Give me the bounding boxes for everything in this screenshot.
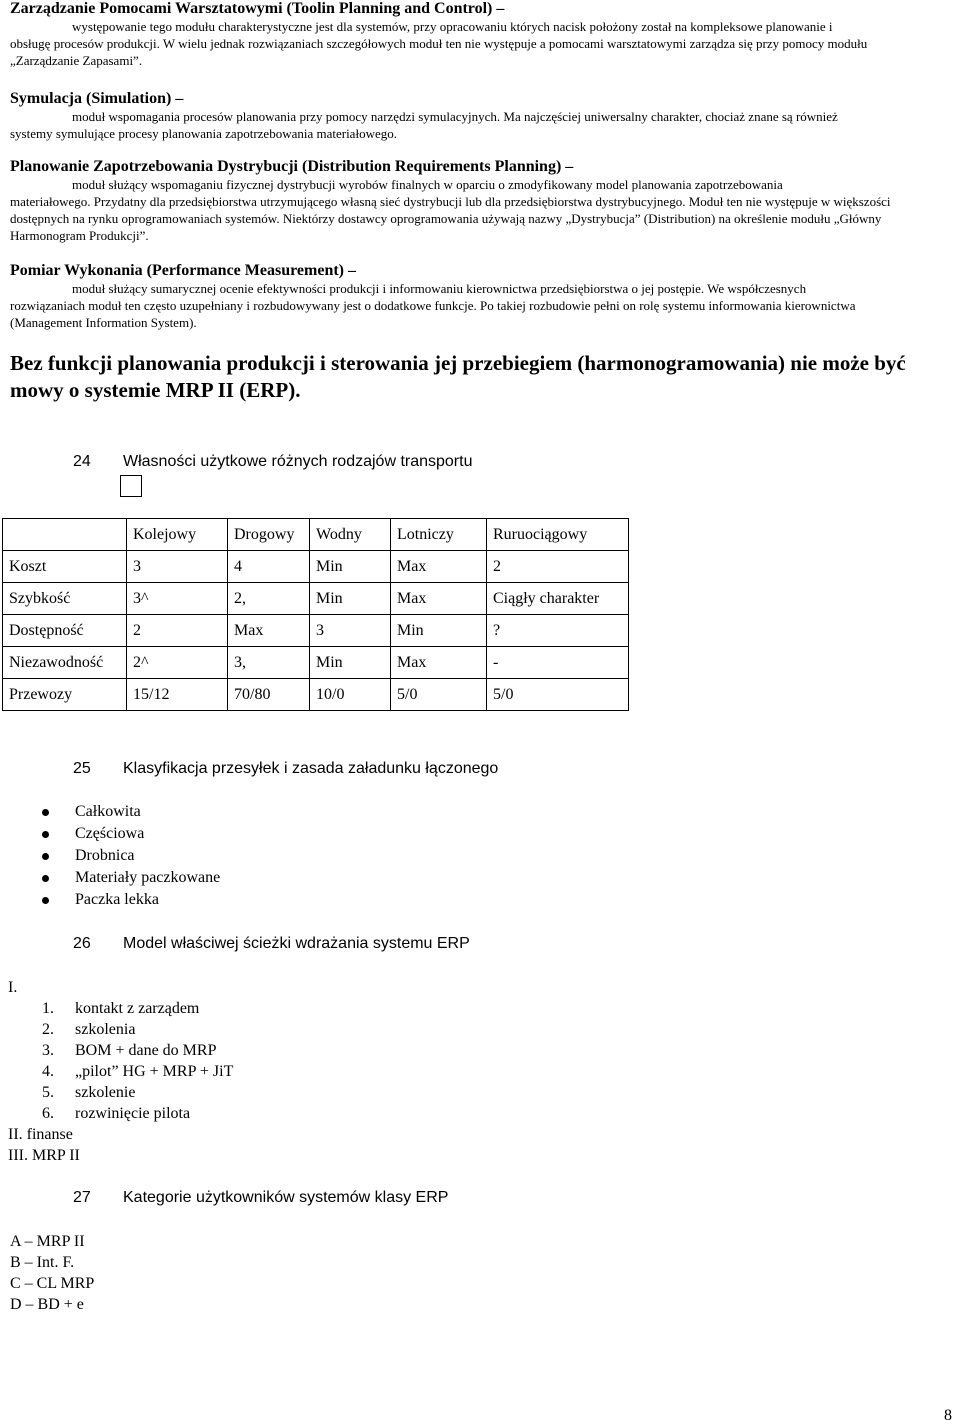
- list-item: C – CL MRP: [10, 1275, 95, 1292]
- section-performance: [10, 262, 930, 331]
- table-cell: 3: [310, 615, 391, 647]
- table-cell: 10/0: [310, 679, 391, 711]
- section-first-line: moduł służący wspomaganiu fizycznej dystrybucji wyrobów finalnych w oparciu o zmodyfikowany model planowania zapotrzebowania: [72, 177, 783, 192]
- list-item-text: Paczka lekka: [75, 891, 159, 908]
- user-categories: [10, 1231, 94, 1315]
- section-body: systemy symulujące procesy planowania zapotrzebowania materiałowego.: [10, 126, 397, 141]
- table-header-row: [3, 519, 629, 551]
- table-cell: 2: [487, 551, 629, 583]
- transport-table: [2, 518, 629, 711]
- checkbox-icon: [120, 475, 142, 497]
- implementation-steps: [0, 998, 400, 1124]
- step-text: rozwinięcie pilota: [75, 1105, 191, 1122]
- question-number: 24: [73, 453, 91, 470]
- step-number: 1.: [42, 1000, 54, 1017]
- bullet-icon: [42, 809, 49, 816]
- section-simulation: [10, 90, 930, 142]
- table-row: [3, 551, 629, 583]
- list-item: [0, 823, 400, 845]
- section-body: obsługę procesów produkcji. W wielu jednak rozwiązaniach szczegółowych moduł ten nie występuje a pomocami warsztatowymi zarządza się przy pomocy modułu „Zarządzanie Zapasami”.: [10, 36, 868, 68]
- step-text: kontakt z zarządem: [75, 1000, 200, 1017]
- bullet-icon: [42, 853, 49, 860]
- step-number: 2.: [42, 1021, 54, 1038]
- list-item-text: Drobnica: [75, 847, 135, 864]
- table-cell: 5/0: [391, 679, 487, 711]
- table-header-cell: Kolejowy: [127, 519, 228, 551]
- phase-two-label: II. finanse: [8, 1126, 73, 1143]
- table-row: [3, 679, 629, 711]
- table-cell: Niezawodność: [3, 647, 127, 679]
- step-number: 4.: [42, 1063, 54, 1080]
- page-number: 8: [944, 1407, 952, 1424]
- list-item: D – BD + e: [10, 1296, 84, 1313]
- question-27-heading: [73, 1189, 448, 1207]
- question-title: Własności użytkowe różnych rodzajów transportu: [123, 453, 473, 470]
- table-cell: ?: [487, 615, 629, 647]
- table-cell: Szybkość: [3, 583, 127, 615]
- table-header-cell: [3, 519, 127, 551]
- table-cell: Min: [310, 647, 391, 679]
- table-cell: Max: [391, 551, 487, 583]
- question-title: Kategorie użytkowników systemów klasy ERP: [123, 1189, 449, 1206]
- step-number: 5.: [42, 1084, 54, 1101]
- table-header-cell: Lotniczy: [391, 519, 487, 551]
- table-cell: Max: [228, 615, 310, 647]
- section-drp: [10, 158, 930, 244]
- table-cell: 3,: [228, 647, 310, 679]
- list-item: [0, 1061, 400, 1082]
- step-number: 3.: [42, 1042, 54, 1059]
- table-cell: 2: [127, 615, 228, 647]
- table-cell: 3: [127, 551, 228, 583]
- table-row: [3, 615, 629, 647]
- section-first-line: moduł wspomagania procesów planowania przy pomocy narzędzi symulacyjnych. Ma najczęściej uniwersalny charakter, chociaż znane są również: [72, 109, 838, 124]
- table-cell: Max: [391, 583, 487, 615]
- question-title: Model właściwej ścieżki wdrażania systemu ERP: [123, 935, 470, 952]
- table-cell: 5/0: [487, 679, 629, 711]
- section-body: materiałowego. Przydatny dla przedsiębiorstwa utrzymującego własną sieć dystrybucji lub dla przedsiębiorstwa dystrybucyjnego. Moduł ten nie występuje w większości dostępnych na rynku oprogramowaniach systemów. Niektórzy dostawcy oprogramowania używają nazwy „Dystrybucja” (Distribution) na określenie modułu „Główny Harmonogram Produkcji”.: [10, 194, 891, 243]
- question-title: Klasyfikacja przesyłek i zasada załadunku łączonego: [123, 760, 499, 777]
- list-item: [0, 801, 400, 823]
- list-item-text: Materiały paczkowane: [75, 869, 221, 886]
- table-cell: Min: [310, 551, 391, 583]
- table-cell: Max: [391, 647, 487, 679]
- table-header-cell: Wodny: [310, 519, 391, 551]
- table-cell: 3^: [127, 583, 228, 615]
- section-first-line: występowanie tego modułu charakterystyczne jest dla systemów, przy opracowaniu których nacisk położony został na kompleksowe planowanie i: [72, 19, 833, 34]
- table-cell: Ciągły charakter: [487, 583, 629, 615]
- list-item: [0, 1040, 400, 1061]
- list-item: [0, 845, 400, 867]
- table-cell: 2^: [127, 647, 228, 679]
- key-statement: Bez funkcji planowania produkcji i sterowania jej przebiegiem (harmonogramowania) nie może być mowy o systemie MRP II (ERP).: [10, 351, 906, 402]
- step-text: szkolenia: [75, 1021, 136, 1038]
- table-row: [3, 583, 629, 615]
- table-cell: Dostępność: [3, 615, 127, 647]
- phase-one-label: I.: [8, 979, 18, 996]
- table-row: [3, 647, 629, 679]
- question-number: 27: [73, 1189, 91, 1206]
- table-cell: 4: [228, 551, 310, 583]
- question-number: 25: [73, 760, 91, 777]
- table-cell: 15/12: [127, 679, 228, 711]
- list-item: B – Int. F.: [10, 1254, 75, 1271]
- list-item: A – MRP II: [10, 1233, 85, 1250]
- section-first-line: moduł służący sumarycznej ocenie efektywności produkcji i informowaniu kierownictwa przedsiębiorstwa o jej postępie. We współczesnych: [72, 281, 807, 296]
- question-number: 26: [73, 935, 91, 952]
- question-25-heading: [73, 760, 498, 778]
- table-cell: Min: [310, 583, 391, 615]
- table-header-cell: Ruruociągowy: [487, 519, 629, 551]
- list-item-text: Częściowa: [75, 825, 145, 842]
- shipment-class-list: [0, 801, 400, 911]
- question-24-heading: [73, 453, 472, 471]
- bullet-icon: [42, 897, 49, 904]
- list-item: [0, 1103, 400, 1124]
- table-cell: 70/80: [228, 679, 310, 711]
- question-26-heading: [73, 935, 470, 953]
- section-title: Pomiar Wykonania (Performance Measurement) –: [10, 262, 357, 279]
- phase-three-label: III. MRP II: [8, 1147, 80, 1164]
- section-tooling: [10, 0, 930, 69]
- step-text: BOM + dane do MRP: [75, 1042, 217, 1059]
- table-cell: -: [487, 647, 629, 679]
- bullet-icon: [42, 831, 49, 838]
- list-item: [0, 1019, 400, 1040]
- list-item: [0, 889, 400, 911]
- list-item-text: Całkowita: [75, 803, 141, 820]
- list-item: [0, 867, 400, 889]
- section-title: Zarządzanie Pomocami Warsztatowymi (Toolin Planning and Control) –: [10, 0, 505, 17]
- table-header-cell: Drogowy: [228, 519, 310, 551]
- step-number: 6.: [42, 1105, 54, 1122]
- list-item: [0, 1082, 400, 1103]
- bullet-icon: [42, 875, 49, 882]
- section-title: Planowanie Zapotrzebowania Dystrybucji (Distribution Requirements Planning) –: [10, 158, 574, 175]
- step-text: „pilot” HG + MRP + JiT: [75, 1063, 234, 1080]
- table-cell: Koszt: [3, 551, 127, 583]
- table-cell: Przewozy: [3, 679, 127, 711]
- table-cell: 2,: [228, 583, 310, 615]
- table-cell: Min: [391, 615, 487, 647]
- section-title: Symulacja (Simulation) –: [10, 90, 184, 107]
- section-body: rozwiązaniach moduł ten często uzupełniany i rozbudowywany jest o dodatkowe funkcje. Po takiej rozbudowie pełni on rolę systemu informowania kierownictwa (Management Information System).: [10, 298, 856, 330]
- step-text: szkolenie: [75, 1084, 136, 1101]
- list-item: [0, 998, 400, 1019]
